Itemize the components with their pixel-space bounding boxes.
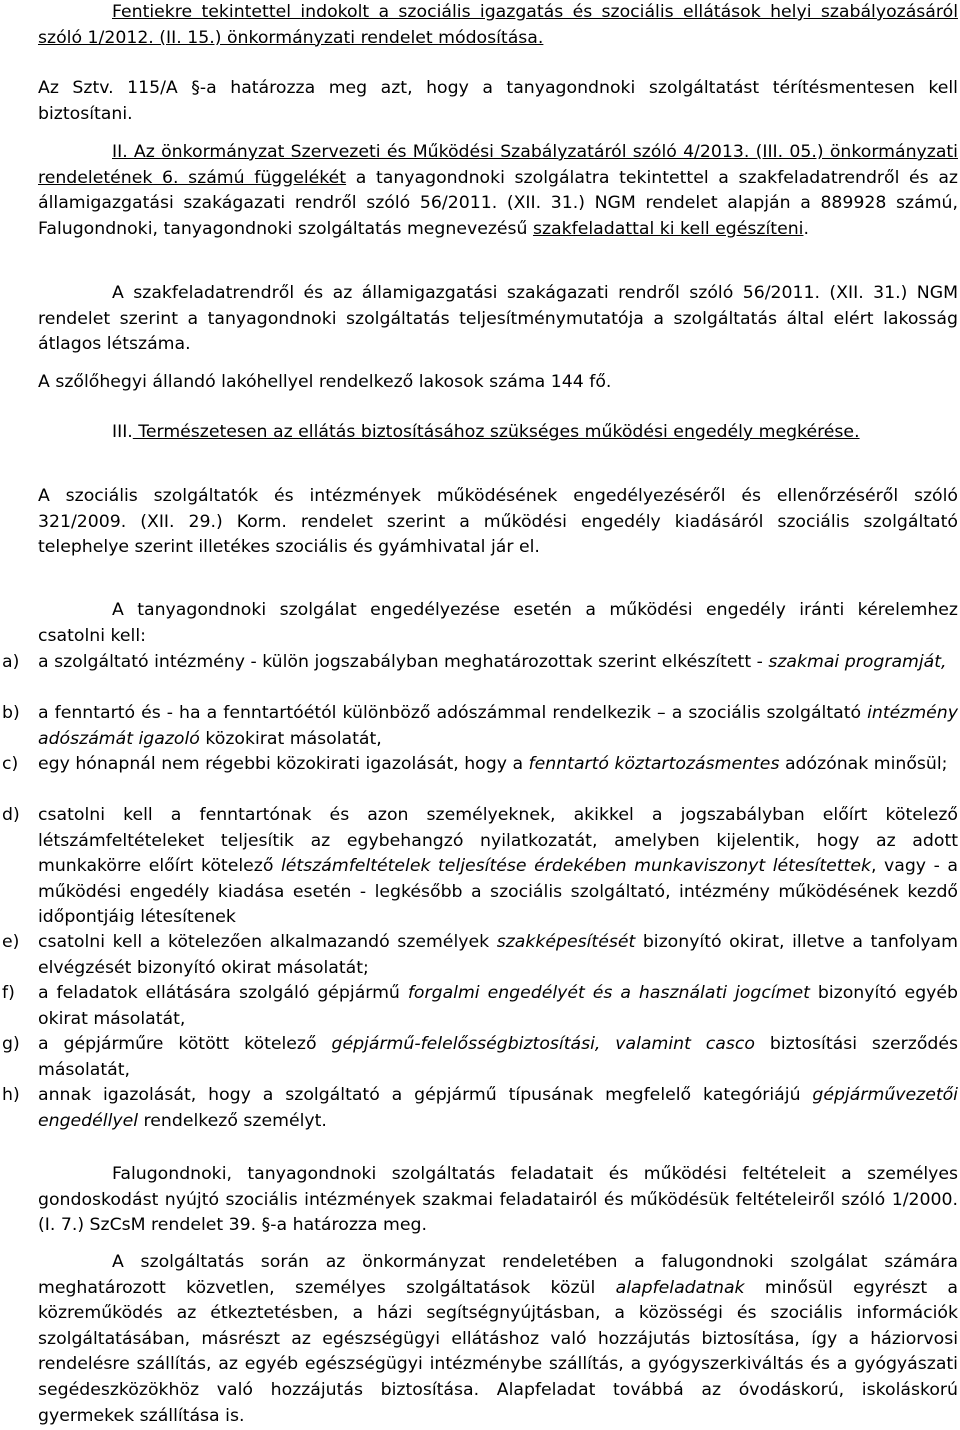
italic-text: szakmai programját, <box>768 652 947 672</box>
list-text: annak igazolását, hogy a szolgáltató a gépjármű típusának megfelelő kategóriájú <box>38 1085 813 1105</box>
list-marker: d) <box>2 805 20 825</box>
list-text: adózónak minősül; <box>779 754 948 774</box>
italic-text: gépjárművezetői engedéllyel <box>38 1085 958 1131</box>
list-item <box>0 803 958 931</box>
paragraph-amendment <box>38 0 958 51</box>
paragraph-alapfeladat <box>38 1250 958 1429</box>
list-text: a fenntartó és - ha a fenntartóétól különböző adószámmal rendelkezik – a szociális szolgáltató <box>38 703 868 723</box>
paragraph-szmsz <box>38 140 958 242</box>
list-text: közokirat másolatát, <box>199 728 382 749</box>
paragraph-text: A tanyagondnoki szolgálat engedélyezése esetén a működési engedély iránti kérelemhez csatolni kell: <box>38 600 958 646</box>
list-text: biztosítási szerződés másolatát, <box>38 1034 958 1080</box>
list-item-text <box>38 1083 958 1134</box>
paragraph-section-iii <box>38 420 958 446</box>
list-marker: b) <box>2 703 20 723</box>
paragraph-text: . <box>803 218 809 239</box>
italic-text: gépjármű-felelősségbiztosítási, valamint casco <box>331 1034 755 1054</box>
list-item-text <box>38 752 958 778</box>
italic-text: forgalmi engedélyét és a használati jogcímet <box>407 983 810 1003</box>
paragraph-text: Az Sztv. 115/A §-a határozza meg azt, hogy a tanyagondnoki szolgáltatást térítésmentesen kell biztosítani. <box>38 78 958 124</box>
section-number: III. <box>112 422 133 442</box>
list-marker: f) <box>2 983 15 1003</box>
italic-text: szakképesítését <box>496 932 636 952</box>
list-marker: c) <box>2 754 19 774</box>
list-marker: e) <box>2 932 20 952</box>
paragraph-text: A szakfeladatrendről és az államigazgatási szakágazati rendről szóló 56/2011. (XII. 31.) NGM rendelet szerint a tanyagondnoki szolgáltatás teljesítménymutatója a szolgáltatás által elért lakosság átlagos létszáma. <box>38 283 958 355</box>
italic-text: intézmény adószámát igazoló <box>38 703 958 749</box>
list-text: csatolni kell a kötelezően alkalmazandó személyek <box>38 932 497 952</box>
paragraph-text: Falugondnoki, tanyagondnoki szolgáltatás feladatait és működési feltételeit a személyes gondoskodást nyújtó szociális intézmények szakmai feladatairól és működésük feltételeiről szóló 1/2000. (I. 7.) SzCsM rendelet 39. §-a határozza meg. <box>38 1164 958 1236</box>
paragraph-korm <box>38 484 958 561</box>
list-item-text <box>38 981 958 1032</box>
list-text: csatolni kell a fenntartónak és azon személyeknek, akikkel a jogszabályban előírt kötelező létszámfeltételeket teljesítik az egybehangzó nyilatkozatát, amelyben kijelentik, hogy az adott munkakörre előírt kötelező <box>38 805 958 877</box>
italic-text: fenntartó köztartozásmentes <box>528 754 780 774</box>
list-text: a feladatok ellátására szolgáló gépjármű <box>38 983 408 1003</box>
list-marker: h) <box>2 1085 20 1105</box>
underlined-text: Természetesen az ellátás biztosításához szükséges működési engedély megkérése. <box>132 422 860 442</box>
paragraph-sztv <box>38 76 958 127</box>
list-item-text <box>38 701 958 752</box>
list-item <box>0 752 958 778</box>
paragraph-text: A szolgáltatás során az önkormányzat rendeletében a falugondnoki szolgálat számára meghatározott közvetlen, személyes szolgáltatások közül <box>38 1252 958 1298</box>
paragraph-text: minősül egyrészt a közreműködés az étkeztetésben, a házi segítségnyújtásban, a közösségi és szociális információk szolgáltatásában, másrészt az egészségügyi ellátáshoz való hozzájutás biztosítása, így a háziorvosi rendelésre szállítás, az egyéb egészségügyi intézménybe szállítás, a gyógyszerkiváltás és a gyógyászati segédeszközökhöz való hozzájutás biztosítása. Alapfeladat továbbá az óvodáskorú, iskoláskorú gyermekek szállítása is. <box>38 1277 958 1426</box>
list-text: a gépjárműre kötött kötelező <box>38 1034 332 1054</box>
italic-text: létszámfeltételek teljesítése érdekében munkaviszonyt létesítettek <box>280 856 871 877</box>
paragraph-request <box>38 598 958 649</box>
underlined-text: II. Az önkormányzat Szervezeti és Működési Szabályzatáról szóló 4/2013. (III. 05.) önkormányzati rendeletének 6. számú függelékét <box>38 142 958 188</box>
underlined-text: Fentiekre tekintettel indokolt a szociális igazgatás és szociális ellátások helyi szabályozásáról szóló 1/2012. (II. 15.) önkormányzati rendelet módosítása. <box>38 2 958 48</box>
list-item-text <box>38 930 958 981</box>
list-text: bizonyító egyéb okirat másolatát, <box>38 983 958 1029</box>
paragraph-falugondnoki <box>38 1162 958 1239</box>
italic-text: alapfeladatnak <box>615 1277 745 1298</box>
list-item <box>0 981 958 1032</box>
list-item <box>0 701 958 752</box>
paragraph-population <box>38 370 958 396</box>
list-item <box>0 930 958 981</box>
list-text: rendelkező személyt. <box>138 1110 327 1131</box>
list-item <box>0 1083 958 1134</box>
list-marker: a) <box>2 652 20 672</box>
list-text: bizonyító okirat, illetve a tanfolyam elvégzését bizonyító okirat másolatát; <box>38 932 958 978</box>
paragraph-ngm <box>38 281 958 358</box>
underlined-text: szakfeladattal ki kell egészíteni <box>532 218 804 239</box>
list-item <box>0 650 958 676</box>
list-item-text <box>38 1032 958 1083</box>
list-text: , vagy - a működési engedély kiadása esetén - legkésőbb a szociális szolgáltató, intézmény működésének kezdő időpontjáig létesítenek <box>38 856 958 928</box>
list-marker: g) <box>2 1034 20 1054</box>
list-item-text <box>38 650 958 676</box>
list-item <box>0 1032 958 1083</box>
list-text: a szolgáltató intézmény - külön jogszabályban meghatározottak szerint elkészített - <box>38 652 769 672</box>
paragraph-text: a tanyagondnoki szolgálatra tekintettel a szakfeladatrendről és az államigazgatási szakágazati rendről szóló 56/2011. (XII. 31.) NGM rendelet alapján a 889928 számú, Falugondnoki, tanyagondnoki szolgáltatás megnevezésű <box>38 167 958 239</box>
paragraph-text: A szőlőhegyi állandó lakóhellyel rendelkező lakosok száma 144 fő. <box>38 372 612 392</box>
list-item-text <box>38 803 958 931</box>
list-text: egy hónapnál nem régebbi közokirati igazolását, hogy a <box>38 754 529 774</box>
paragraph-text: A szociális szolgáltatók és intézmények működésének engedélyezéséről és ellenőrzéséről szóló 321/2009. (XII. 29.) Korm. rendelet szerint a működési engedély kiadásáról szociális szolgáltató telephelye szerint illetékes szociális és gyámhivatal jár el. <box>38 486 958 558</box>
